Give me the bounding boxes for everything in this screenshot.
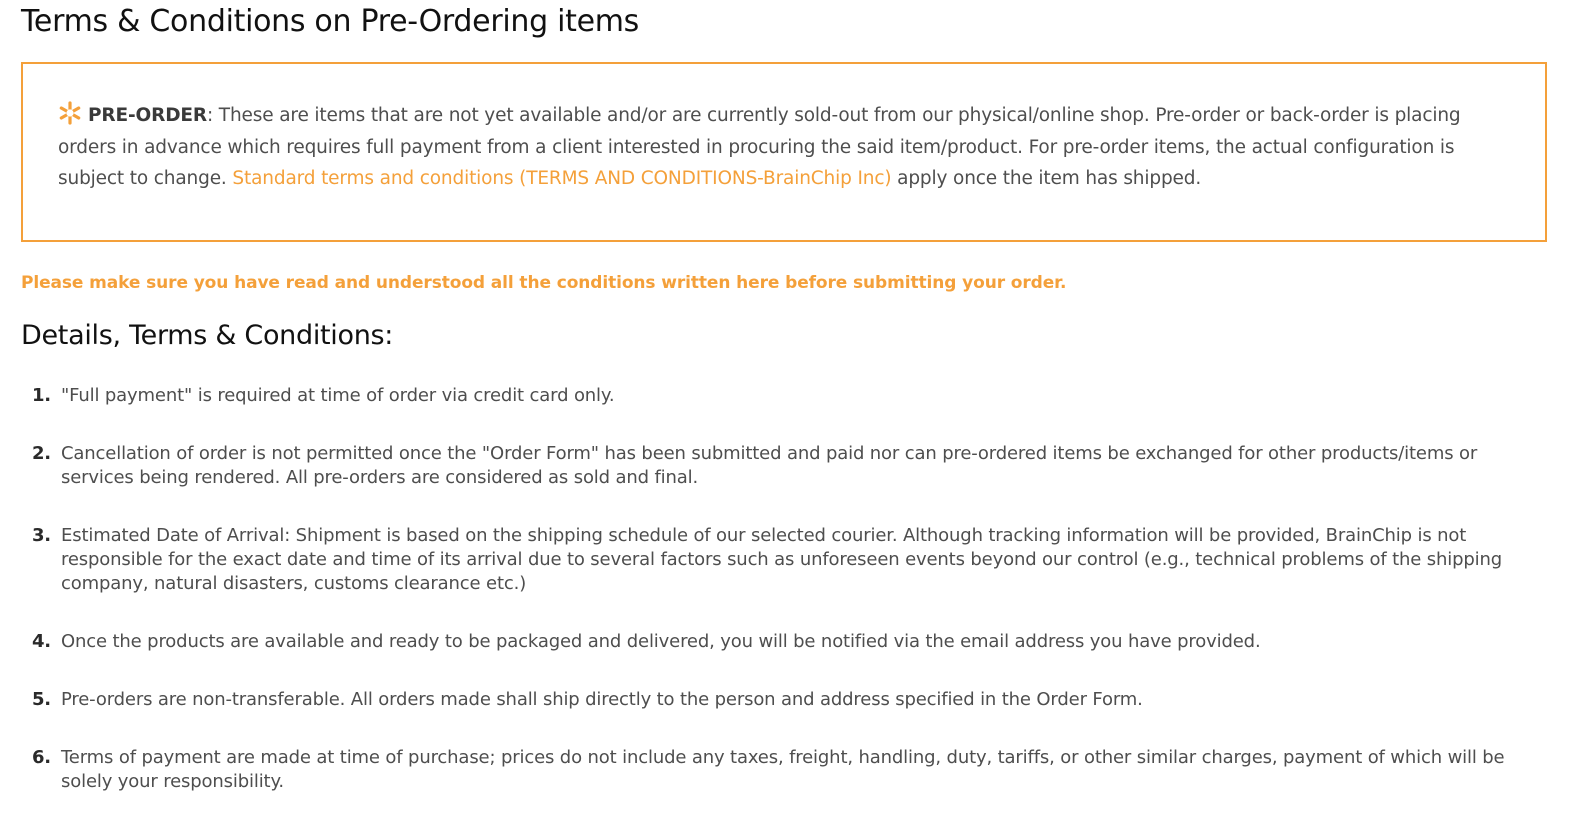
term-item-6 — [21, 746, 1531, 794]
notice-body-text-end: apply once the item has shipped. — [891, 168, 1202, 189]
term-text: Pre-orders are non-transferable. All orders made shall ship directly to the person and address specified in the Order Form. — [61, 689, 1143, 710]
term-number: 3. — [31, 525, 51, 546]
term-number: 1. — [31, 385, 51, 406]
notice-text — [58, 100, 1523, 195]
pre-order-notice-box — [21, 62, 1547, 242]
terms-and-conditions-link[interactable]: Standard terms and conditions (TERMS AND CONDITIONS-BrainChip Inc) — [232, 168, 892, 189]
term-text: Estimated Date of Arrival: Shipment is based on the shipping schedule of our selected courier. Although tracking information will be provided, BrainChip is not responsible for the exact date and time of its arrival due to several factors such as unforeseen events beyond our control (e.g., technical problems of the shipping company, natural disasters, customs clearance etc.) — [61, 525, 1503, 594]
term-item-2 — [21, 442, 1531, 490]
term-text: Once the products are available and ready to be packaged and delivered, you will be notified via the email address you have provided. — [61, 631, 1261, 652]
notice-body-text: : These are items that are not yet available and/or are currently sold-out from our physical/online shop. Pre-order or back-order is placing orders in advance which requires full payment from a client interested in procuring the said item/product. For pre-order items, the actual configuration is subject to change. — [58, 105, 1461, 189]
page-title: Terms & Conditions on Pre-Ordering items — [21, 4, 639, 39]
terms-page — [21, 0, 1551, 792]
term-item-1 — [21, 384, 1531, 408]
warning-message: Please make sure you have read and understood all the conditions written here before submitting your order. — [21, 273, 1067, 293]
term-number: 5. — [31, 689, 51, 710]
term-item-5 — [21, 688, 1531, 712]
term-number: 2. — [31, 443, 51, 464]
term-item-3 — [21, 524, 1531, 596]
term-item-4 — [21, 630, 1531, 654]
term-text: Cancellation of order is not permitted once the "Order Form" has been submitted and paid nor can pre-ordered items be exchanged for other products/items or services being rendered. All pre-orders are considered as sold and final. — [61, 443, 1478, 488]
term-text: Terms of payment are made at time of purchase; prices do not include any taxes, freight, handling, duty, tariffs, or other similar charges, payment of which will be solely your responsibility. — [61, 747, 1505, 792]
notice-label: PRE-ORDER — [88, 105, 207, 126]
term-number: 4. — [31, 631, 51, 652]
asterisk-icon — [58, 101, 82, 125]
terms-list — [21, 384, 1531, 794]
term-text: "Full payment" is required at time of order via credit card only. — [61, 385, 615, 406]
term-number: 6. — [31, 747, 51, 768]
section-title: Details, Terms & Conditions: — [21, 320, 394, 351]
